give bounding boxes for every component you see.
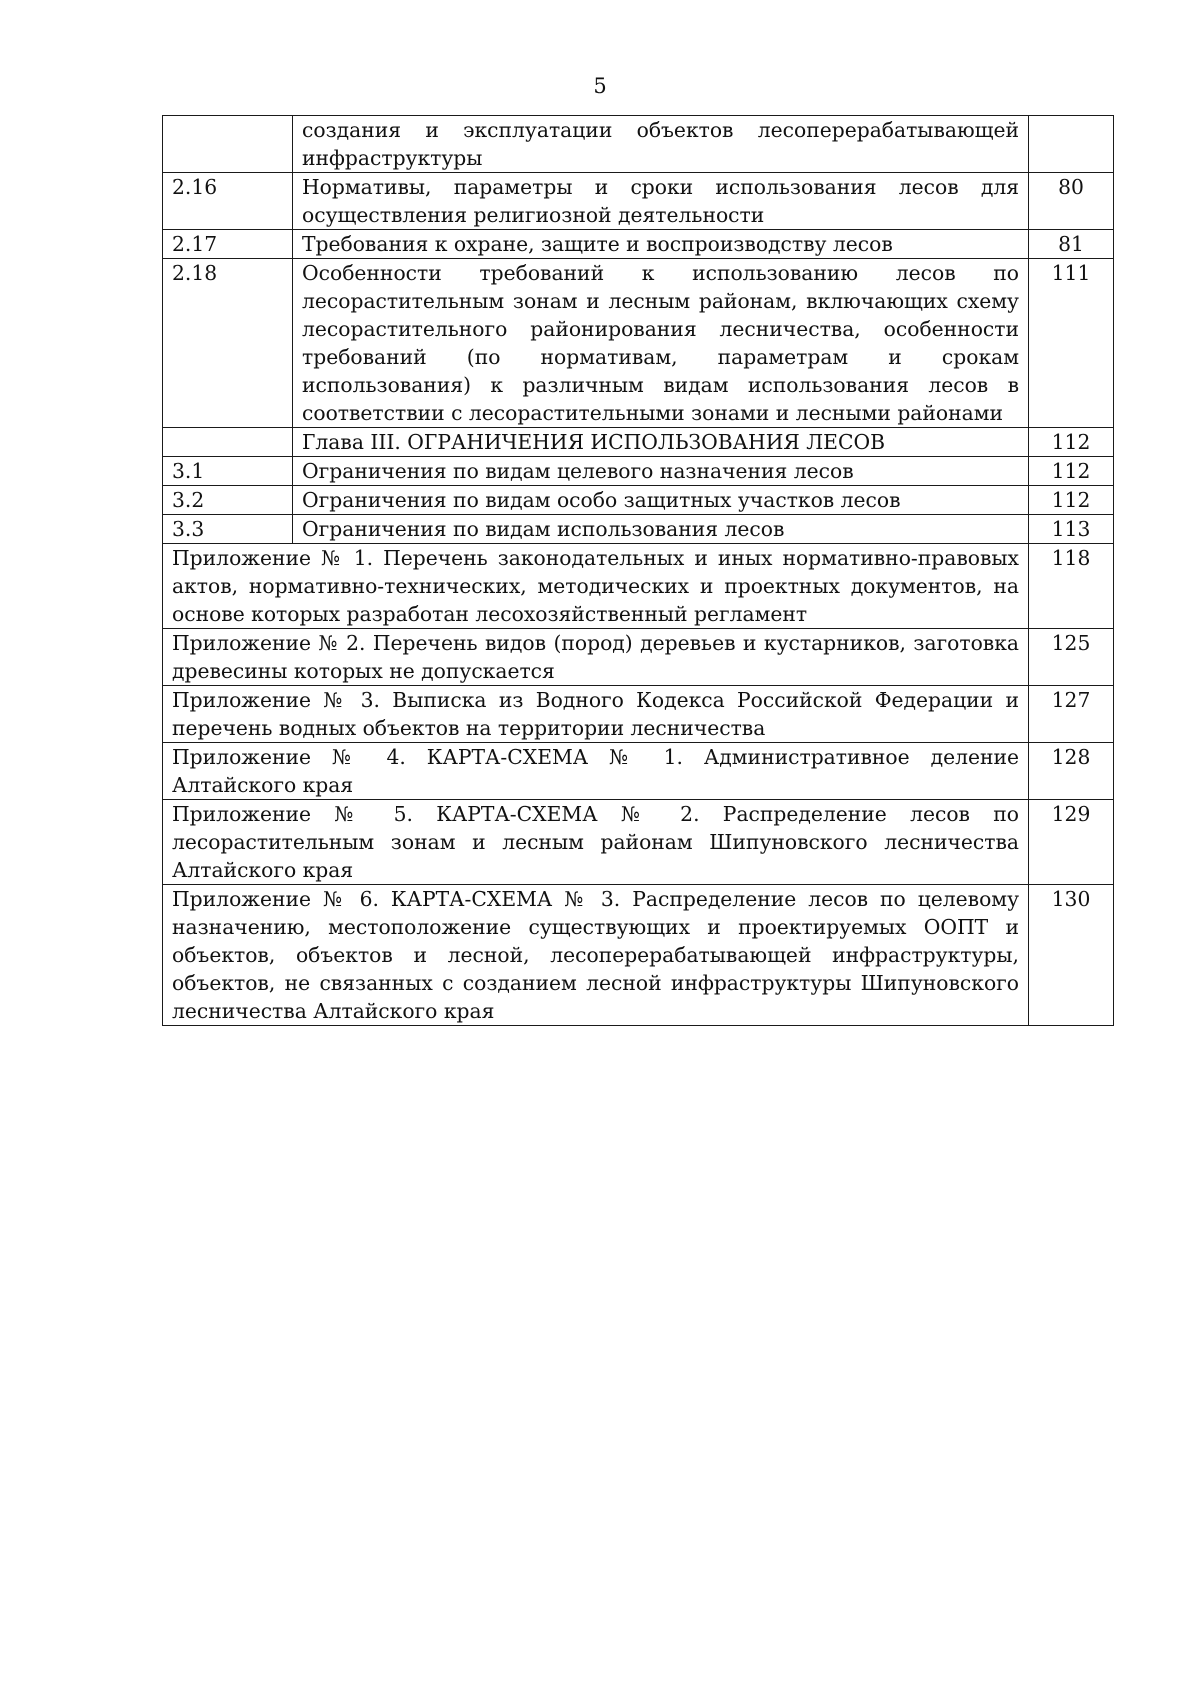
page-ref: 129: [1029, 800, 1114, 885]
appendix-title: Приложение № 3. Выписка из Водного Кодекса Российской Федерации и перечень водных объектов на территории лесничества: [163, 686, 1029, 743]
page-ref: [1029, 116, 1114, 173]
section-number: 2.18: [163, 259, 293, 428]
appendix-row: [163, 686, 1114, 743]
appendix-title: Приложение № 6. КАРТА-СХЕМА № 3. Распределение лесов по целевому назначению, местоположение существующих и проектируемых ООПТ и объектов, объектов и лесной, лесоперерабатывающей инфраструктуры, объектов, не связанных с созданием лесной инфраструктуры Шипуновского лесничества Алтайского края: [163, 885, 1029, 1026]
page-ref: 112: [1029, 428, 1114, 457]
page-ref: 128: [1029, 743, 1114, 800]
section-title: Ограничения по видам особо защитных участков лесов: [293, 486, 1029, 515]
section-title: Ограничения по видам использования лесов: [293, 515, 1029, 544]
section-number: [163, 428, 293, 457]
page-number: 5: [593, 74, 607, 98]
section-number: 3.1: [163, 457, 293, 486]
table-row: [163, 259, 1114, 428]
section-number: 2.17: [163, 230, 293, 259]
section-number: [163, 116, 293, 173]
section-title: Требования к охране, защите и воспроизводству лесов: [293, 230, 1029, 259]
table-row: [163, 173, 1114, 230]
table-row: [163, 116, 1114, 173]
appendix-row: [163, 800, 1114, 885]
appendix-title: Приложение № 5. КАРТА-СХЕМА № 2. Распределение лесов по лесорастительным зонам и лесным районам Шипуновского лесничества Алтайского края: [163, 800, 1029, 885]
page-ref: 130: [1029, 885, 1114, 1026]
appendix-row: [163, 544, 1114, 629]
section-number: 3.2: [163, 486, 293, 515]
table-row: [163, 515, 1114, 544]
section-title: Ограничения по видам целевого назначения лесов: [293, 457, 1029, 486]
chapter-title: Глава III. ОГРАНИЧЕНИЯ ИСПОЛЬЗОВАНИЯ ЛЕСОВ: [293, 428, 1029, 457]
appendix-row: [163, 885, 1114, 1026]
table-row: [163, 486, 1114, 515]
page-ref: 81: [1029, 230, 1114, 259]
appendix-row: [163, 743, 1114, 800]
table-row: [163, 230, 1114, 259]
section-title: создания и эксплуатации объектов лесоперерабатывающей инфраструктуры: [293, 116, 1029, 173]
section-title: Нормативы, параметры и сроки использования лесов для осуществления религиозной деятельности: [293, 173, 1029, 230]
page-ref: 113: [1029, 515, 1114, 544]
page-ref: 111: [1029, 259, 1114, 428]
table-row: [163, 428, 1114, 457]
table-row: [163, 457, 1114, 486]
toc-body: [163, 116, 1114, 1026]
page-ref: 125: [1029, 629, 1114, 686]
appendix-title: Приложение № 2. Перечень видов (пород) деревьев и кустарников, заготовка древесины которых не допускается: [163, 629, 1029, 686]
section-number: 3.3: [163, 515, 293, 544]
page-ref: 118: [1029, 544, 1114, 629]
appendix-title: Приложение № 4. КАРТА-СХЕМА № 1. Административное деление Алтайского края: [163, 743, 1029, 800]
page-ref: 112: [1029, 486, 1114, 515]
page-ref: 80: [1029, 173, 1114, 230]
page-ref: 112: [1029, 457, 1114, 486]
section-number: 2.16: [163, 173, 293, 230]
appendix-title: Приложение № 1. Перечень законодательных и иных нормативно-правовых актов, нормативно-технических, методических и проектных документов, на основе которых разработан лесохозяйственный регламент: [163, 544, 1029, 629]
section-title: Особенности требований к использованию лесов по лесорастительным зонам и лесным районам, включающих схему лесорастительного районирования лесничества, особенности требований (по нормативам, параметрам и срокам использования) к различным видам использования лесов в соответствии с лесорастительными зонами и лесными районами: [293, 259, 1029, 428]
table-of-contents: [162, 115, 1114, 1026]
appendix-row: [163, 629, 1114, 686]
page-ref: 127: [1029, 686, 1114, 743]
